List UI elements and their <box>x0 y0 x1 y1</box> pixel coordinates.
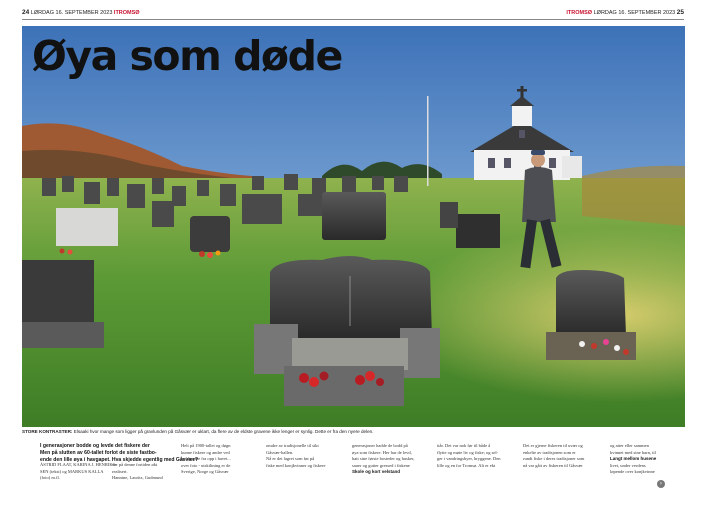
body-line: kvinnet med sine barn, til <box>610 449 656 455</box>
ingress-line: ende den lille øya i havgapet. Hva skjedde egentlig med Gåsvær? <box>40 457 198 463</box>
body-line: Det er gjerne fiskeren til uvær og <box>523 443 583 448</box>
article-ingress <box>40 443 198 464</box>
body-line: rundt fiske i deres tradisjoner som <box>523 456 585 461</box>
continued-arrow-icon: › <box>657 480 665 488</box>
issue-date-right: LØRDAG 16. SEPTEMBER 2023 <box>593 10 676 16</box>
body-line: fiske med konjkvinner og fiskere <box>266 462 326 468</box>
article-column-1 <box>40 462 117 482</box>
article-column-4 <box>266 443 344 469</box>
body-line: holdt oppe fra opp i havet... <box>181 456 231 461</box>
folio-left <box>22 9 140 16</box>
byline: SEN (tekst) og MARKUS KALLA <box>40 468 104 474</box>
article-column-2 <box>112 462 180 482</box>
body-line: flytte og møte liv og fiske; og sel- <box>437 449 499 455</box>
body-line: Sverige, Norge og Gåsvær <box>181 469 229 474</box>
caption-label: STORE KONTRASTER: <box>22 429 73 434</box>
body-line: nå var gått av fiskeren til Gåsvær <box>523 462 583 468</box>
body-line: og atter eller sammen <box>610 443 649 448</box>
body-line: sauer og gutter gressed i fiskene <box>352 462 410 468</box>
subheading: Skole og kort velstand <box>352 469 401 474</box>
publication-brand-left: ITROMSØ <box>113 10 140 16</box>
ingress-line: I generasjoner bodde og levde det fiskere der <box>40 443 150 449</box>
body-line: tiår. Det var nok før til både å <box>437 443 491 448</box>
subheading: Langt mellom husene <box>610 456 657 461</box>
body-line: Helt på 1900-tallet og døgn <box>181 443 231 448</box>
body-line: kunne fiskere og andre ved <box>181 449 230 455</box>
folio-right <box>566 9 684 16</box>
ingress-line: Men på slutten av 60-tallet forlot de siste fastbo- <box>40 450 157 456</box>
body-line: hatt sine første bosteder og husker, <box>352 456 415 461</box>
headline: Øya som døde <box>32 32 342 80</box>
body-line: Gåsvær-hallen. <box>266 449 294 455</box>
caption-text: Elsaaki hvor mange som ligger på gravlunden på Gåsvær er uklart, da flere av de eldste gravene ikke lenger er synlig. Dette er fra den nyere delen. <box>73 429 374 434</box>
issue-date-left: LØRDAG 16. SEPTEMBER 2023 <box>30 10 113 16</box>
page-number-left: 24 <box>22 9 30 16</box>
body-line: Hannine, Lauritz, Gudmund <box>112 475 163 480</box>
body-line: livet, under verdens <box>610 462 646 468</box>
byline: ÅSTRID FLAAT, KARINA J. HENRIKS- <box>40 462 117 467</box>
body-line: generasjoner hadde de bodd på <box>352 443 408 448</box>
photo-caption <box>22 429 685 435</box>
byline: (foto) m.fl. <box>40 475 60 480</box>
body-line: enkelte av tradisjonen som er <box>523 449 576 455</box>
publication-brand-right: ITROMSØ <box>566 10 593 16</box>
body-line: over foto - utskiltning er de <box>181 462 231 468</box>
body-line: øya som fiskere. Her har de levd, <box>352 449 412 455</box>
page-number-right: 25 <box>676 9 684 16</box>
body-line: ger i vandringsbyer, bryggene. Den <box>437 456 501 461</box>
article-column-3 <box>181 443 259 476</box>
article-column-8 <box>610 443 688 476</box>
body-line: var på denne fortiden økt <box>112 462 158 467</box>
body-line: Nå er det lagret som før på <box>266 456 315 461</box>
article-column-7 <box>523 443 601 469</box>
article-column-6 <box>437 443 515 469</box>
body-line: realisert. <box>112 468 128 474</box>
header-rule <box>22 19 684 20</box>
cemetery-illustration <box>22 26 685 427</box>
body-line: løpende over konjkvinne <box>610 469 655 474</box>
article-column-5 <box>352 443 430 476</box>
body-line: omdre av tradisjonelle til sikt <box>266 443 319 448</box>
cemetery-photo <box>22 26 685 427</box>
body-line: lille og en for Tromsø. Alt er ekt <box>437 462 496 468</box>
